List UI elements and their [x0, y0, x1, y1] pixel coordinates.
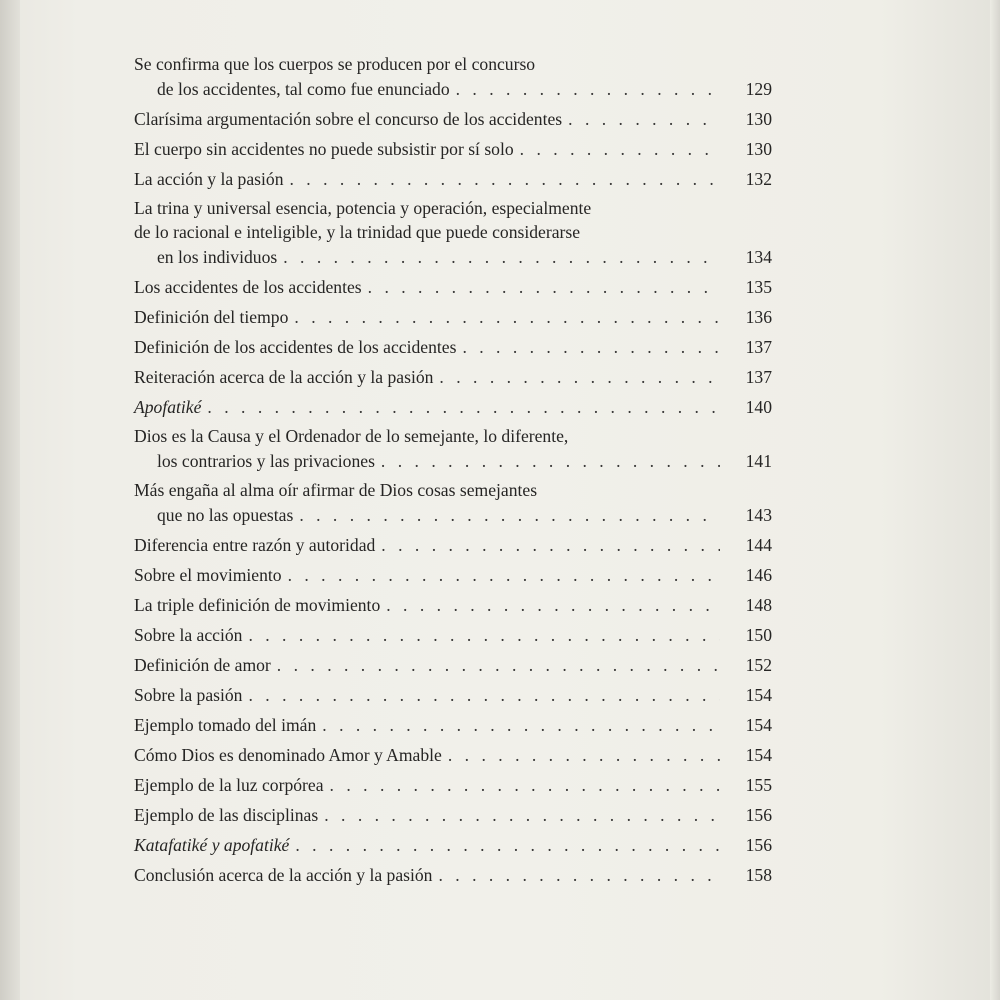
page-number: 158 — [745, 865, 772, 885]
page-edge — [990, 0, 1000, 1000]
dot-leader — [207, 394, 720, 420]
toc-entry-line — [134, 166, 774, 192]
toc-entry-title: Ejemplo tomado del imán — [134, 715, 317, 735]
toc-entry-line — [134, 76, 774, 102]
page-number: 148 — [745, 595, 772, 615]
dot-leader — [368, 274, 720, 300]
toc-entry-title: Sobre la acción — [134, 625, 243, 645]
dot-leader — [456, 76, 720, 102]
toc-entry-line — [134, 682, 774, 708]
toc-entry-line — [134, 712, 774, 738]
page-number: 155 — [745, 775, 772, 795]
toc-entry-title: Reiteración acerca de la acción y la pasión — [134, 367, 434, 387]
dot-leader — [448, 742, 720, 768]
toc-entry-title: Conclusión acerca de la acción y la pasión — [134, 865, 433, 885]
toc-entry-title: los contrarios y las privaciones — [157, 451, 375, 471]
toc-entry — [134, 802, 774, 828]
dot-leader — [248, 682, 720, 708]
page-number: 130 — [745, 109, 772, 129]
toc-entry-line — [134, 448, 774, 474]
toc-entry — [134, 364, 774, 390]
toc-entry-line — [134, 862, 774, 888]
toc-entry-line — [134, 652, 774, 678]
toc-entry-title: La triple definición de movimiento — [134, 595, 381, 615]
toc-entry — [134, 652, 774, 678]
toc-entry-title: Diferencia entre razón y autoridad — [134, 535, 376, 555]
dot-leader — [438, 862, 720, 888]
toc-entry-line — [134, 244, 774, 270]
page-number: 129 — [745, 79, 772, 99]
page-number: 141 — [745, 451, 772, 471]
toc-entry-line — [134, 832, 774, 858]
page-number: 144 — [745, 535, 772, 555]
toc-entry-line — [134, 304, 774, 330]
toc-entry-title: de los accidentes, tal como fue enunciado — [157, 79, 450, 99]
toc-entry — [134, 106, 774, 132]
dot-leader — [288, 562, 720, 588]
page-number: 136 — [745, 307, 772, 327]
toc-entry-line — [134, 622, 774, 648]
book-gutter — [0, 0, 20, 1000]
page-number: 137 — [745, 337, 772, 357]
dot-leader — [299, 502, 720, 528]
toc-entry-title: La acción y la pasión — [134, 169, 284, 189]
toc-entry-line — [134, 532, 774, 558]
dot-leader — [520, 136, 720, 162]
toc-entry-line — [134, 592, 774, 618]
dot-leader — [439, 364, 720, 390]
toc-entry-title-line: La trina y universal esencia, potencia y operación, especialmente — [134, 198, 592, 218]
toc-entry — [134, 334, 774, 360]
toc-entry-line — [134, 136, 774, 162]
page-number: 140 — [745, 397, 772, 417]
page-number: 154 — [745, 745, 772, 765]
toc-entry-title-line: de lo racional e inteligible, y la trinidad que puede considerarse — [134, 222, 581, 242]
toc-entry-title: Katafatiké y apofatiké — [134, 835, 290, 855]
toc-entry-title: Definición de amor — [134, 655, 271, 675]
toc-entry-title: Los accidentes de los accidentes — [134, 277, 362, 297]
toc-entry-line — [134, 364, 774, 390]
toc-entry-title: Definición de los accidentes de los accidentes — [134, 337, 457, 357]
dot-leader — [283, 244, 720, 270]
toc-entry-title: Definición del tiempo — [134, 307, 289, 327]
toc-entry — [134, 712, 774, 738]
toc-entry — [134, 622, 774, 648]
page-number: 150 — [745, 625, 772, 645]
dot-leader — [294, 304, 720, 330]
toc-entry — [134, 478, 774, 528]
dot-leader — [295, 832, 720, 858]
toc-entry-title: Apofatiké — [134, 397, 202, 417]
toc-entry-line — [134, 742, 774, 768]
page-number: 143 — [745, 505, 772, 525]
toc-entry — [134, 592, 774, 618]
dot-leader — [322, 712, 720, 738]
toc-entry-line — [134, 394, 774, 420]
toc-entry-title: Sobre el movimiento — [134, 565, 282, 585]
page-number: 134 — [745, 247, 772, 267]
dot-leader — [568, 106, 720, 132]
toc-entry-title: Cómo Dios es denominado Amor y Amable — [134, 745, 442, 765]
toc-entry-line — [134, 502, 774, 528]
dot-leader — [462, 334, 720, 360]
dot-leader — [330, 772, 720, 798]
toc-entry-title: en los individuos — [157, 247, 278, 267]
toc-entry-line — [134, 562, 774, 588]
toc-entry — [134, 304, 774, 330]
toc-entry-line — [134, 802, 774, 828]
dot-leader — [290, 166, 721, 192]
toc-entry-title-line: Se confirma que los cuerpos se producen por el concurso — [134, 54, 536, 74]
toc-entry — [134, 166, 774, 192]
toc-entry — [134, 682, 774, 708]
toc-entry-title: El cuerpo sin accidentes no puede subsistir por sí solo — [134, 139, 514, 159]
page-number: 156 — [745, 805, 772, 825]
toc-entry — [134, 394, 774, 420]
page-number: 152 — [745, 655, 772, 675]
toc-entry — [134, 532, 774, 558]
toc-entry-line — [134, 334, 774, 360]
toc-entry-line — [134, 772, 774, 798]
toc-entry-line — [134, 274, 774, 300]
toc-entry-title: Ejemplo de la luz corpórea — [134, 775, 324, 795]
page-number: 137 — [745, 367, 772, 387]
dot-leader — [248, 622, 720, 648]
dot-leader — [324, 802, 720, 828]
toc-entry — [134, 52, 774, 102]
toc-entry — [134, 772, 774, 798]
toc-entry — [134, 832, 774, 858]
toc-entry-title: que no las opuestas — [157, 505, 294, 525]
toc-entry — [134, 742, 774, 768]
toc-entry — [134, 862, 774, 888]
toc-entry-title: Ejemplo de las disciplinas — [134, 805, 319, 825]
page-number: 154 — [745, 685, 772, 705]
toc-entry — [134, 562, 774, 588]
toc-entry — [134, 424, 774, 474]
dot-leader — [381, 448, 720, 474]
toc-entry-title: Clarísima argumentación sobre el concurso de los accidentes — [134, 109, 563, 129]
page-number: 154 — [745, 715, 772, 735]
dot-leader — [386, 592, 720, 618]
page-number: 146 — [745, 565, 772, 585]
toc-entry — [134, 274, 774, 300]
page-number: 130 — [745, 139, 772, 159]
page-number: 135 — [745, 277, 772, 297]
page-number: 132 — [745, 169, 772, 189]
toc-entry-title: Sobre la pasión — [134, 685, 243, 705]
dot-leader — [381, 532, 720, 558]
table-of-contents — [134, 52, 774, 892]
toc-entry — [134, 196, 774, 270]
dot-leader — [277, 652, 720, 678]
toc-entry — [134, 136, 774, 162]
toc-entry-title-line: Más engaña al alma oír afirmar de Dios cosas semejantes — [134, 480, 538, 500]
toc-entry-line — [134, 106, 774, 132]
toc-entry-title-line: Dios es la Causa y el Ordenador de lo semejante, lo diferente, — [134, 426, 569, 446]
page-number: 156 — [745, 835, 772, 855]
